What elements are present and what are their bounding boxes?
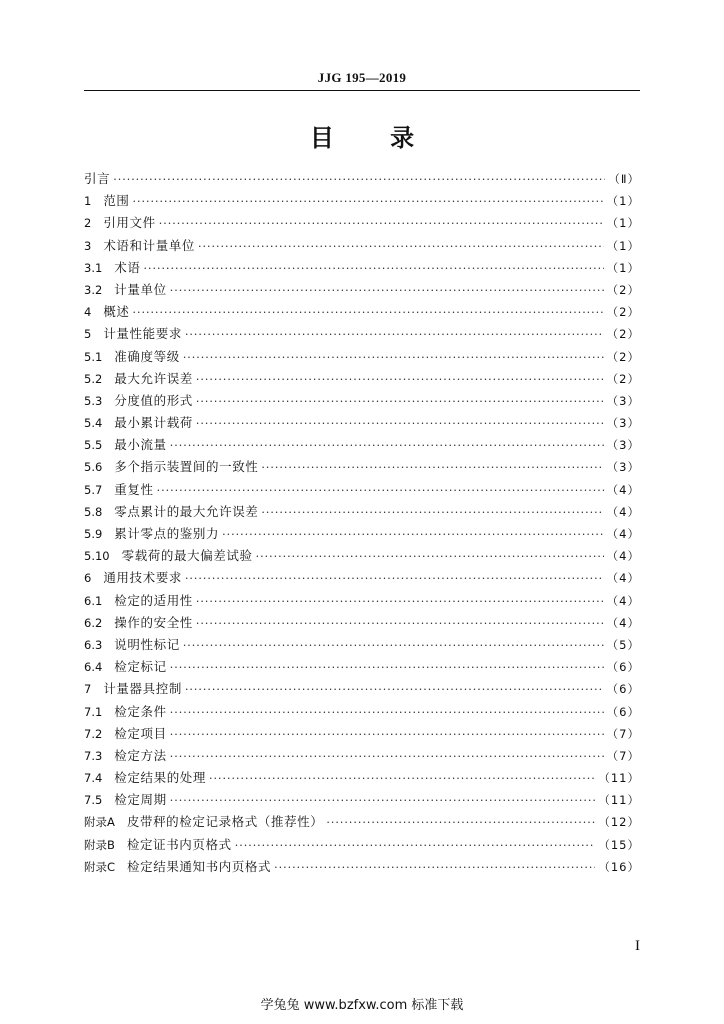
toc-entry-title: 检定证书内页格式: [126, 836, 232, 852]
toc-entry-page: （2）: [606, 282, 640, 297]
toc-entry-number: 6: [84, 571, 92, 586]
toc-entry[interactable]: [84, 346, 640, 368]
toc-entry-number: 5: [84, 327, 92, 342]
toc-leader-dots: [256, 546, 604, 568]
toc-entry-title: 计量单位: [114, 281, 167, 297]
toc-leader-dots: [185, 679, 604, 701]
toc-entry-page: （4）: [606, 571, 640, 586]
toc-entry-page: （1）: [606, 216, 640, 231]
toc-leader-dots: [170, 657, 604, 679]
toc-entry-title: 最大允许误差: [114, 370, 193, 386]
toc-entry-title: 检定的适用性: [114, 592, 193, 608]
toc-entry-number: 7.1: [84, 704, 103, 719]
toc-entry-title: 检定项目: [114, 725, 167, 741]
toc-entry-title: 引言: [84, 171, 111, 186]
toc-leader-dots: [185, 568, 604, 590]
toc-entry-title: 通用技术要求: [103, 570, 182, 586]
toc-entry[interactable]: [84, 479, 640, 501]
toc-entry-page: （1）: [606, 238, 640, 253]
toc-entry-title: 检定标记: [114, 659, 167, 675]
toc-entry-page: （4）: [606, 615, 640, 630]
toc-entry-page: （11）: [598, 793, 640, 808]
toc-entry-page: （4）: [606, 593, 640, 608]
toc-leader-dots: [170, 790, 596, 812]
title-char-2: 录: [390, 124, 415, 152]
toc-entry-title: 最小累计载荷: [114, 415, 193, 431]
toc-entry[interactable]: [84, 656, 640, 678]
toc-entry-number: 7.5: [84, 793, 103, 808]
toc-leader-dots: [235, 835, 596, 857]
toc-entry-page: （15）: [598, 837, 640, 852]
toc-entry[interactable]: [84, 412, 640, 434]
toc-leader-dots: [196, 369, 604, 391]
document-code: JJG 195—2019: [317, 70, 407, 85]
toc-entry-number: 附录C: [84, 859, 116, 874]
toc-entry[interactable]: [84, 456, 640, 478]
toc-entry-page: （4）: [606, 549, 640, 564]
toc-leader-dots: [185, 324, 604, 346]
toc-entry[interactable]: [84, 789, 640, 811]
toc-entry[interactable]: [84, 390, 640, 412]
toc-leader-dots: [170, 280, 604, 302]
toc-entry[interactable]: [84, 501, 640, 523]
toc-entry[interactable]: [84, 701, 640, 723]
toc-entry-number: 3: [84, 238, 92, 253]
toc-entry[interactable]: [84, 723, 640, 745]
toc-entry-title: 检定结果的处理: [114, 770, 206, 786]
toc-entry-title: 术语和计量单位: [103, 237, 196, 253]
toc-entry[interactable]: [84, 434, 640, 456]
toc-entry-number: 5.4: [84, 416, 103, 431]
toc-entry-number: 附录B: [84, 837, 115, 852]
toc-entry-title: 零点累计的最大允许误差: [114, 503, 259, 519]
toc-entry-title: 准确度等级: [114, 348, 180, 364]
toc-entry-page: （6）: [606, 660, 640, 675]
title-char-1: 目: [309, 124, 334, 152]
toc-leader-dots: [183, 347, 604, 369]
toc-entry[interactable]: [84, 834, 640, 856]
toc-entry-page: （3）: [606, 460, 640, 475]
page-number: I: [635, 938, 640, 954]
toc-entry-title: 重复性: [114, 481, 154, 497]
toc-leader-dots: [196, 613, 604, 635]
toc-entry[interactable]: [84, 323, 640, 345]
toc-entry-number: 5.10: [84, 549, 110, 564]
toc-entry-title: 术语: [114, 259, 141, 275]
toc-entry-page: （12）: [598, 815, 640, 830]
toc-entry-page: （3）: [606, 393, 640, 408]
toc-entry[interactable]: [84, 168, 640, 190]
toc-leader-dots: [133, 191, 604, 213]
toc-entry[interactable]: [84, 767, 640, 789]
toc-entry-title: 累计零点的鉴别力: [114, 526, 220, 541]
toc-entry-page: （2）: [606, 305, 640, 320]
toc-entry-number: 6.4: [84, 660, 103, 675]
toc-entry[interactable]: [84, 811, 640, 833]
toc-entry-page: （4）: [606, 527, 640, 541]
toc-entry-title: 皮带秤的检定记录格式（推荐性）: [126, 814, 324, 830]
toc-entry[interactable]: [84, 279, 640, 301]
toc-entry[interactable]: [84, 856, 640, 878]
toc-entry-title: 检定结果通知书内页格式: [127, 858, 272, 874]
toc-entry[interactable]: [84, 190, 640, 212]
toc-entry[interactable]: [84, 745, 640, 767]
toc-entry-title: 检定方法: [114, 747, 167, 763]
toc-entry-page: （5）: [606, 637, 640, 652]
toc-entry-title: 范围: [103, 193, 130, 209]
toc-leader-dots: [170, 702, 604, 724]
toc-entry-number: 5.7: [84, 482, 103, 497]
toc-entry-page: （4）: [606, 482, 640, 497]
toc-leader-dots: [326, 812, 595, 834]
toc-entry-page: （7）: [606, 748, 640, 763]
toc-leader-dots: [133, 302, 604, 324]
toc-entry-title: 分度值的形式: [114, 392, 193, 408]
toc-leader-dots: [170, 724, 604, 746]
toc-leader-dots: [113, 169, 605, 191]
toc-leader-dots: [209, 768, 595, 790]
toc-entry-title: 最小流量: [114, 437, 167, 453]
toc-entry-number: 4: [84, 305, 92, 320]
toc-entry[interactable]: [84, 678, 640, 700]
toc-leader-dots: [144, 258, 604, 280]
toc-entry-number: 7.2: [84, 726, 103, 741]
toc-entry-page: （6）: [606, 682, 640, 697]
toc-entry-number: 5.2: [84, 371, 103, 386]
toc-entry-number: 5.6: [84, 460, 103, 475]
toc-entry-page: （2）: [606, 327, 640, 342]
toc-entry-number: 7.3: [84, 748, 103, 763]
toc-entry-number: 5.3: [84, 393, 103, 408]
toc-entry[interactable]: [84, 523, 640, 545]
toc-entry[interactable]: [84, 301, 640, 323]
toc-entry[interactable]: [84, 257, 640, 279]
toc-entry-page: （6）: [606, 704, 640, 719]
toc-entry-title: 检定条件: [114, 703, 167, 719]
toc-entry-title: 概述: [103, 304, 130, 320]
toc-entry[interactable]: [84, 235, 640, 257]
toc-leader-dots: [222, 524, 604, 546]
toc-entry-number: 7.4: [84, 771, 103, 786]
toc-leader-dots: [261, 502, 603, 524]
toc-entry[interactable]: [84, 368, 640, 390]
toc-leader-dots: [157, 480, 604, 502]
toc-entry-page: （2）: [606, 371, 640, 386]
toc-entry-number: 2: [84, 216, 92, 231]
toc-entry[interactable]: [84, 545, 640, 567]
toc-entry-number: 5.1: [84, 349, 103, 364]
toc-leader-dots: [159, 213, 604, 235]
watermark-text: 学兔兔 www.bzfxw.com 标准下载: [260, 998, 464, 1013]
toc-entry-number: 5.5: [84, 438, 103, 453]
toc-entry-number: 5.8: [84, 504, 103, 519]
toc-entry-number: 6.2: [84, 615, 103, 630]
toc-entry[interactable]: [84, 567, 640, 589]
toc-entry-page: （3）: [606, 438, 640, 453]
toc-entry-page: （7）: [606, 726, 640, 741]
table-of-contents: [84, 168, 640, 878]
toc-entry-page: （16）: [598, 859, 640, 874]
toc-entry-page: （3）: [606, 416, 640, 431]
toc-leader-dots: [198, 236, 604, 258]
toc-leader-dots: [196, 413, 604, 435]
toc-entry-number: 7: [84, 682, 92, 697]
toc-entry-page: （1）: [606, 194, 640, 209]
toc-entry-title: 检定周期: [114, 792, 167, 808]
toc-entry-number: 附录A: [84, 815, 115, 830]
toc-entry[interactable]: [84, 212, 640, 234]
toc-entry-title: 计量性能要求: [103, 326, 182, 342]
page-title: [84, 118, 640, 153]
toc-entry-title: 说明性标记: [114, 636, 180, 652]
toc-leader-dots: [196, 591, 604, 613]
toc-leader-dots: [170, 435, 604, 457]
toc-entry[interactable]: [84, 590, 640, 612]
toc-entry-number: 5.9: [84, 527, 103, 541]
toc-entry-number: 6.1: [84, 593, 103, 608]
toc-leader-dots: [170, 746, 604, 768]
toc-entry-title: 引用文件: [103, 215, 156, 231]
toc-entry-page: （2）: [606, 349, 640, 364]
toc-entry-number: 3.2: [84, 282, 103, 297]
toc-entry-page: （4）: [606, 504, 640, 519]
toc-entry-title: 计量器具控制: [103, 681, 182, 697]
toc-entry-title: 多个指示装置间的一致性: [114, 459, 259, 475]
toc-leader-dots: [196, 391, 604, 413]
toc-entry-number: 1: [84, 194, 92, 209]
toc-entry-page: （Ⅱ）: [608, 172, 640, 186]
toc-entry[interactable]: [84, 612, 640, 634]
toc-entry-number: 6.3: [84, 637, 103, 652]
toc-entry-page: （11）: [598, 771, 640, 786]
toc-entry-title: 操作的安全性: [114, 614, 193, 630]
toc-entry-number: 3.1: [84, 260, 103, 275]
toc-entry-title: 零载荷的最大偏差试验: [121, 548, 253, 564]
toc-leader-dots: [183, 635, 604, 657]
header-rule: [84, 90, 640, 91]
toc-entry[interactable]: [84, 634, 640, 656]
toc-leader-dots: [274, 857, 595, 879]
toc-entry-page: （1）: [606, 260, 640, 275]
toc-leader-dots: [261, 457, 603, 479]
